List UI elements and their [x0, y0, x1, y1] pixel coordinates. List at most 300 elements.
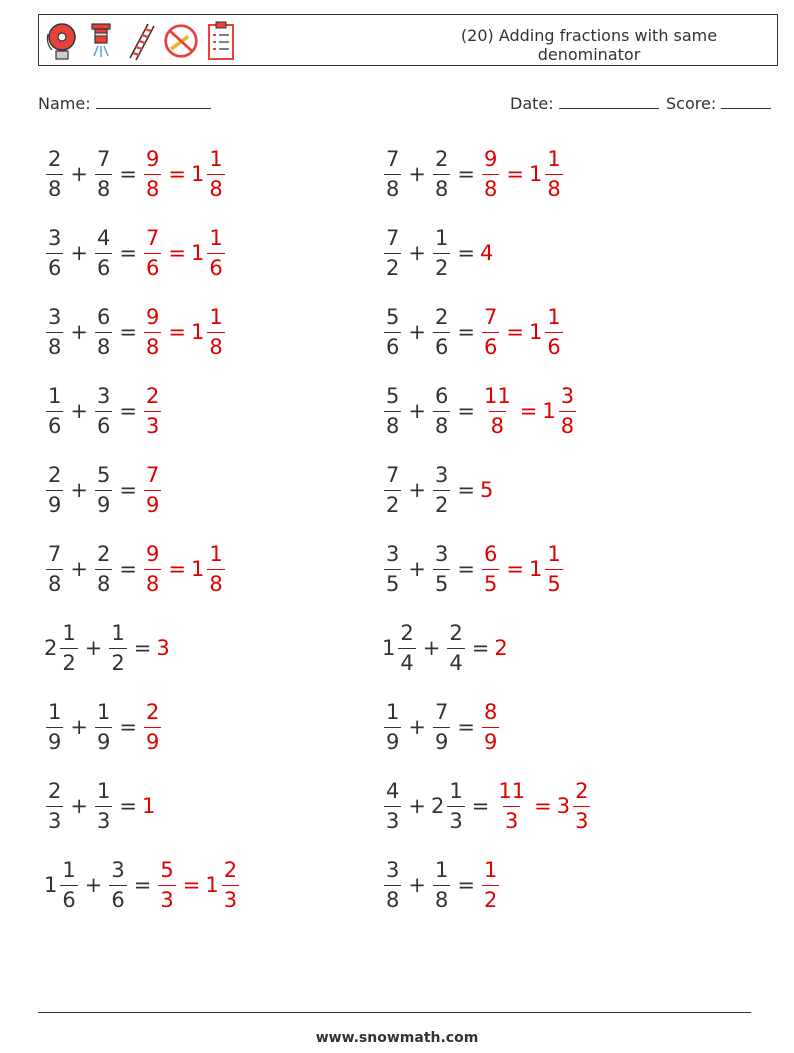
answer [142, 146, 227, 201]
denominator: 2 [384, 253, 401, 279]
numerator: 3 [434, 541, 449, 566]
whole-number: 1 [528, 162, 543, 186]
answer [142, 699, 163, 754]
numerator: 7 [145, 225, 160, 250]
numerator: 3 [386, 541, 400, 566]
equals-sign: = [457, 241, 475, 265]
equals-sign: = [506, 557, 524, 581]
fraction [433, 699, 450, 754]
problem-item [44, 852, 241, 918]
denominator: 9 [144, 490, 161, 516]
fraction [95, 304, 112, 359]
problem-item [382, 141, 565, 207]
plus-sign: + [70, 794, 88, 818]
answer [156, 636, 170, 660]
problem-item [44, 457, 163, 523]
whole-number: 2 [44, 636, 58, 660]
fraction [433, 857, 450, 912]
score-field[interactable] [666, 94, 771, 113]
numerator: 6 [483, 541, 498, 566]
problem-item [382, 378, 578, 444]
problem-item [44, 694, 163, 760]
fraction [46, 541, 63, 596]
denominator: 9 [433, 727, 450, 753]
denominator: 8 [144, 332, 161, 358]
numerator: 4 [96, 225, 111, 250]
numerator: 7 [386, 462, 400, 487]
numerator: 1 [209, 225, 223, 250]
name-line [96, 94, 211, 109]
whole-number: 1 [190, 557, 205, 581]
denominator: 5 [545, 569, 562, 595]
fraction [384, 462, 401, 517]
fraction [144, 541, 161, 596]
equals-sign: = [133, 636, 152, 660]
fraction [398, 620, 415, 675]
answer [142, 462, 163, 517]
equals-sign: = [119, 794, 137, 818]
numerator: 1 [547, 146, 561, 171]
whole-number: 1 [44, 873, 58, 897]
plus-sign: + [70, 399, 88, 423]
fraction [433, 304, 450, 359]
numerator: 1 [547, 541, 561, 566]
numerator: 7 [386, 146, 400, 171]
numerator: 2 [48, 462, 62, 487]
whole-number: 5 [479, 478, 494, 502]
fraction [545, 304, 562, 359]
answer [480, 857, 501, 912]
fraction [496, 778, 527, 833]
problem-item [382, 220, 494, 286]
denominator: 8 [433, 885, 450, 911]
numerator: 7 [145, 462, 160, 487]
numerator: 3 [48, 304, 62, 329]
answer [494, 778, 592, 833]
numerator: 2 [434, 304, 449, 329]
fraction [95, 699, 112, 754]
fraction [95, 383, 112, 438]
numerator: 11 [498, 778, 526, 803]
denominator: 8 [433, 411, 450, 437]
fraction [384, 304, 401, 359]
denominator: 2 [384, 490, 401, 516]
problem-item [382, 615, 509, 681]
fraction [144, 383, 161, 438]
denominator: 2 [109, 648, 126, 674]
whole-number: 1 [190, 241, 205, 265]
worksheet-header [38, 14, 778, 66]
denominator: 9 [482, 727, 499, 753]
fraction [207, 304, 224, 359]
fraction [545, 541, 562, 596]
denominator: 8 [545, 174, 562, 200]
numerator: 7 [48, 541, 62, 566]
ladder-icon [123, 19, 159, 63]
whole-number: 3 [556, 794, 571, 818]
fraction [46, 778, 63, 833]
numerator: 5 [96, 462, 111, 487]
denominator: 8 [384, 411, 401, 437]
denominator: 6 [109, 885, 126, 911]
numerator: 1 [434, 225, 449, 250]
numerator: 2 [96, 541, 111, 566]
denominator: 3 [222, 885, 239, 911]
problem-item [44, 536, 227, 602]
equals-sign: = [457, 478, 475, 502]
fraction [46, 383, 63, 438]
denominator: 3 [573, 806, 590, 832]
denominator: 5 [384, 569, 401, 595]
whole-number: 1 [190, 320, 205, 344]
equals-sign: = [457, 320, 475, 344]
numerator: 3 [111, 857, 125, 882]
fraction [482, 699, 499, 754]
numerator: 1 [48, 383, 62, 408]
fraction [95, 146, 112, 201]
answer [142, 304, 227, 359]
fraction [207, 225, 224, 280]
fraction [573, 778, 590, 833]
date-label: Date: [510, 94, 554, 113]
numerator: 9 [145, 304, 160, 329]
equals-sign: = [182, 873, 201, 897]
fraction [559, 383, 576, 438]
numerator: 5 [160, 857, 174, 882]
answer [494, 636, 508, 660]
footer-url: www.snowmath.com [315, 1030, 479, 1046]
numerator: 1 [111, 620, 125, 645]
fraction [46, 304, 63, 359]
numerator: 3 [434, 462, 449, 487]
fraction [447, 620, 464, 675]
numerator: 1 [48, 699, 62, 724]
denominator: 6 [482, 332, 499, 358]
score-label: Score: [666, 94, 717, 113]
numerator: 3 [96, 383, 111, 408]
equals-sign: = [119, 320, 137, 344]
denominator: 4 [398, 648, 415, 674]
whole-number: 2 [494, 636, 508, 660]
problem-item [44, 378, 163, 444]
denominator: 3 [158, 885, 175, 911]
equals-sign: = [457, 557, 475, 581]
worksheet-title: (20) Adding fractions with same denominator [460, 26, 718, 64]
problem-item [382, 299, 565, 365]
equals-sign: = [471, 794, 490, 818]
denominator: 3 [503, 806, 520, 832]
fraction [95, 778, 112, 833]
fraction [384, 383, 401, 438]
fraction [46, 146, 63, 201]
fraction [482, 146, 499, 201]
plus-sign: + [70, 320, 88, 344]
plus-sign: + [70, 557, 88, 581]
numerator: 8 [483, 699, 498, 724]
checklist-icon [203, 19, 239, 63]
denominator: 9 [46, 727, 63, 753]
numerator: 1 [62, 620, 76, 645]
answer [480, 383, 578, 438]
denominator: 4 [447, 648, 464, 674]
denominator: 6 [144, 253, 161, 279]
numerator: 9 [145, 146, 160, 171]
fraction [109, 857, 126, 912]
plus-sign: + [408, 794, 426, 818]
fraction [447, 778, 464, 833]
plus-sign: + [408, 557, 426, 581]
fraction [144, 225, 161, 280]
answer [142, 794, 156, 818]
whole-number: 1 [542, 399, 556, 423]
denominator: 6 [95, 253, 112, 279]
plus-sign: + [84, 636, 103, 660]
plus-sign: + [408, 715, 426, 739]
whole-number: 1 [528, 320, 543, 344]
denominator: 8 [95, 569, 112, 595]
denominator: 8 [144, 174, 161, 200]
equals-sign: = [119, 478, 137, 502]
problem-item [44, 299, 227, 365]
fraction [545, 146, 562, 201]
fraction [384, 778, 401, 833]
fraction [433, 462, 450, 517]
header-icons [43, 19, 239, 63]
fraction [433, 541, 450, 596]
denominator: 9 [95, 490, 112, 516]
answer [480, 541, 565, 596]
answer [156, 857, 241, 912]
plus-sign: + [70, 162, 88, 186]
fraction [95, 541, 112, 596]
plus-sign: + [70, 478, 88, 502]
problem-item [382, 694, 501, 760]
numerator: 2 [400, 620, 414, 645]
denominator: 3 [46, 806, 63, 832]
numerator: 2 [223, 857, 238, 882]
numerator: 3 [560, 383, 575, 408]
denominator: 6 [384, 332, 401, 358]
problem-item [382, 457, 494, 523]
equals-sign: = [168, 162, 186, 186]
numerator: 2 [145, 699, 160, 724]
equals-sign: = [519, 399, 538, 423]
denominator: 8 [207, 569, 224, 595]
numerator: 1 [449, 778, 463, 803]
denominator: 8 [489, 411, 506, 437]
numerator: 2 [48, 146, 62, 171]
fraction [46, 699, 63, 754]
fraction [144, 304, 161, 359]
plus-sign: + [70, 241, 88, 265]
numerator: 2 [145, 383, 160, 408]
score-line [721, 94, 771, 109]
fraction [144, 146, 161, 201]
numerator: 1 [96, 778, 111, 803]
whole-number: 1 [190, 162, 205, 186]
denominator: 6 [207, 253, 224, 279]
equals-sign: = [457, 399, 475, 423]
numerator: 4 [386, 778, 400, 803]
numerator: 2 [449, 620, 463, 645]
numerator: 11 [483, 383, 511, 408]
numerator: 6 [96, 304, 111, 329]
numerator: 3 [48, 225, 62, 250]
numerator: 7 [434, 699, 449, 724]
answer [480, 699, 501, 754]
numerator: 5 [386, 304, 400, 329]
fraction [60, 857, 77, 912]
equals-sign: = [168, 241, 186, 265]
denominator: 8 [207, 332, 224, 358]
fraction [482, 541, 499, 596]
plus-sign: + [408, 241, 426, 265]
equals-sign: = [119, 557, 137, 581]
numerator: 1 [483, 857, 498, 882]
fraction [95, 462, 112, 517]
equals-sign: = [471, 636, 490, 660]
numerator: 9 [145, 541, 160, 566]
problem-item [44, 615, 171, 681]
fraction [384, 857, 401, 912]
equals-sign: = [119, 399, 137, 423]
fraction [433, 383, 450, 438]
equals-sign: = [119, 715, 137, 739]
equals-sign: = [534, 794, 552, 818]
problem-item [44, 773, 156, 839]
plus-sign: + [84, 873, 103, 897]
denominator: 8 [95, 332, 112, 358]
denominator: 6 [46, 411, 63, 437]
denominator: 2 [433, 490, 450, 516]
denominator: 3 [447, 806, 464, 832]
problem-item [382, 773, 592, 839]
denominator: 6 [95, 411, 112, 437]
denominator: 6 [433, 332, 450, 358]
name-label: Name: [38, 94, 91, 113]
denominator: 9 [46, 490, 63, 516]
denominator: 8 [46, 569, 63, 595]
denominator: 3 [144, 411, 161, 437]
no-smoking-icon [163, 19, 199, 63]
date-field[interactable] [510, 94, 659, 113]
problem-item [44, 141, 227, 207]
fraction [144, 699, 161, 754]
fraction [46, 225, 63, 280]
name-field[interactable] [38, 94, 211, 113]
whole-number: 1 [205, 873, 219, 897]
denominator: 8 [559, 411, 576, 437]
fraction [158, 857, 175, 912]
numerator: 9 [483, 146, 498, 171]
whole-number: 1 [528, 557, 543, 581]
denominator: 6 [46, 253, 63, 279]
denominator: 9 [95, 727, 112, 753]
numerator: 5 [386, 383, 400, 408]
plus-sign: + [422, 636, 441, 660]
numerator: 2 [575, 778, 589, 803]
fire-extinguisher-icon [83, 19, 119, 63]
fraction [433, 146, 450, 201]
plus-sign: + [408, 399, 426, 423]
equals-sign: = [168, 557, 186, 581]
denominator: 3 [384, 806, 401, 832]
fraction [207, 541, 224, 596]
denominator: 5 [433, 569, 450, 595]
answer [142, 383, 163, 438]
equals-sign: = [506, 162, 524, 186]
equals-sign: = [119, 241, 137, 265]
numerator: 7 [386, 225, 400, 250]
denominator: 6 [60, 885, 77, 911]
fraction [433, 225, 450, 280]
fraction [384, 146, 401, 201]
denominator: 9 [384, 727, 401, 753]
whole-number: 4 [479, 241, 494, 265]
fraction [384, 225, 401, 280]
plus-sign: + [408, 162, 426, 186]
numerator: 2 [434, 146, 449, 171]
numerator: 1 [434, 857, 449, 882]
fraction [109, 620, 126, 675]
denominator: 2 [433, 253, 450, 279]
fraction [144, 462, 161, 517]
denominator: 8 [384, 885, 401, 911]
fraction [95, 225, 112, 280]
numerator: 3 [386, 857, 400, 882]
fraction [384, 541, 401, 596]
numerator: 1 [96, 699, 111, 724]
equals-sign: = [457, 715, 475, 739]
answer [480, 478, 494, 502]
denominator: 5 [482, 569, 499, 595]
plus-sign: + [408, 320, 426, 344]
denominator: 8 [482, 174, 499, 200]
equals-sign: = [457, 162, 475, 186]
equals-sign: = [506, 320, 524, 344]
fraction [482, 857, 499, 912]
plus-sign: + [408, 873, 426, 897]
numerator: 1 [547, 304, 561, 329]
fraction [384, 699, 401, 754]
fraction [482, 304, 499, 359]
denominator: 2 [482, 885, 499, 911]
answer [480, 304, 565, 359]
fraction [46, 462, 63, 517]
numerator: 1 [209, 541, 223, 566]
numerator: 1 [62, 857, 76, 882]
footer-divider [38, 1012, 751, 1013]
equals-sign: = [457, 873, 475, 897]
plus-sign: + [408, 478, 426, 502]
problem-item [382, 852, 501, 918]
whole-number: 1 [141, 794, 156, 818]
answer [142, 541, 227, 596]
fraction [222, 857, 239, 912]
whole-number: 3 [156, 636, 170, 660]
problem-item [44, 220, 227, 286]
numerator: 2 [48, 778, 62, 803]
denominator: 2 [60, 648, 77, 674]
date-line [559, 94, 659, 109]
denominator: 9 [144, 727, 161, 753]
numerator: 7 [483, 304, 498, 329]
whole-number: 1 [382, 636, 396, 660]
denominator: 6 [545, 332, 562, 358]
fraction [207, 146, 224, 201]
answer [480, 241, 494, 265]
numerator: 1 [386, 699, 400, 724]
